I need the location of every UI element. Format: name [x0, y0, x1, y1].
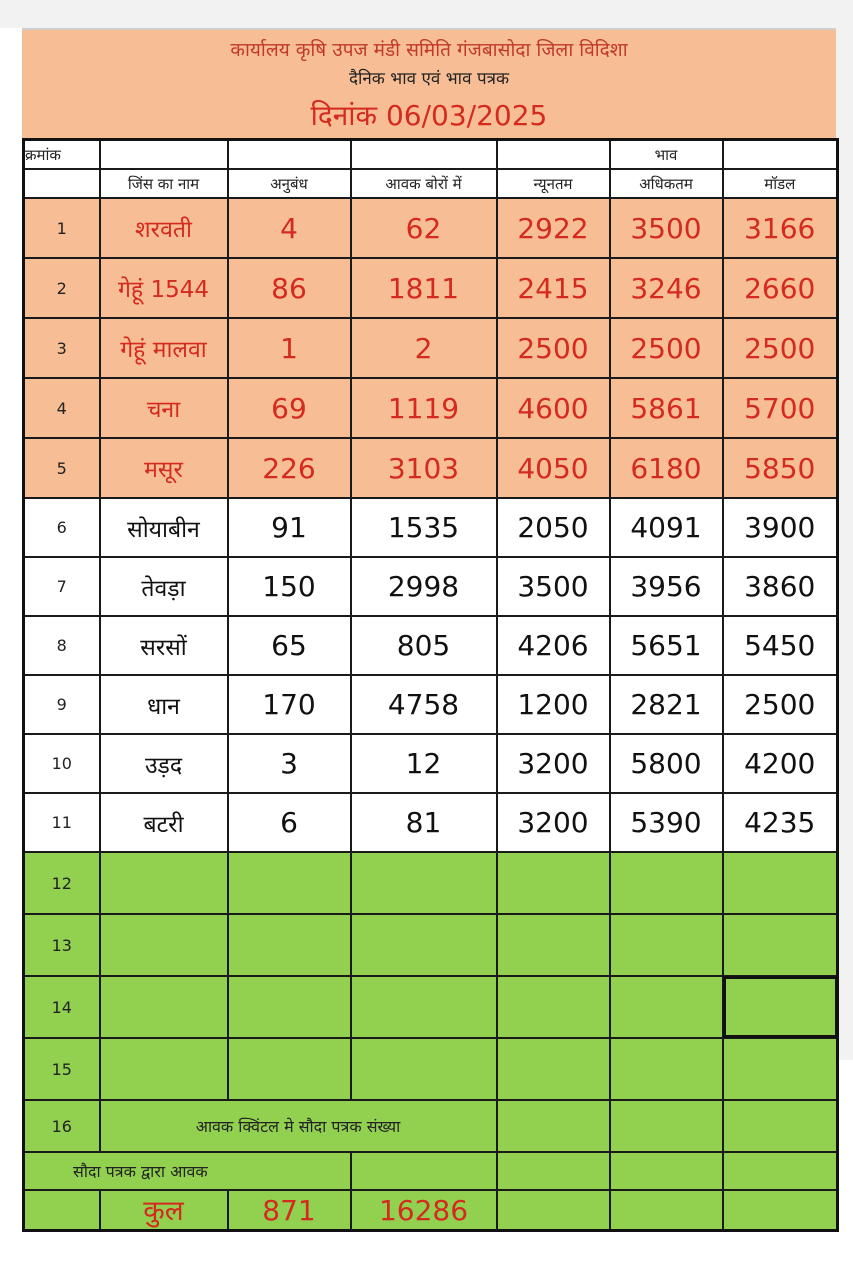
empty-cell [610, 1152, 723, 1190]
price-table [22, 138, 839, 1232]
arrival-cell: 1119 [351, 378, 497, 438]
min-price-cell: 4206 [497, 616, 610, 675]
contract-cell: 91 [228, 498, 351, 557]
serial-cell: 3 [24, 318, 100, 378]
price-sheet [22, 28, 836, 1232]
empty-row [24, 914, 838, 976]
max-price-cell: 3500 [610, 198, 723, 258]
table-row [24, 616, 838, 675]
empty-cell [351, 1038, 497, 1100]
modal-price-cell: 5700 [723, 378, 838, 438]
serial-cell: 1 [24, 198, 100, 258]
col-crop: जिंस का नाम [100, 169, 228, 198]
empty-cell [723, 1038, 838, 1100]
note-cell: आवक क्विंटल मे सौदा पत्रक संख्या [100, 1100, 497, 1152]
empty-row [24, 976, 838, 1038]
sheet-subtitle: दैनिक भाव एवं भाव पत्रक [348, 69, 510, 89]
crop-cell: सोयाबीन [100, 498, 228, 557]
empty-cell [723, 1100, 838, 1152]
total-label: कुल [100, 1190, 228, 1231]
arrival-cell: 62 [351, 198, 497, 258]
empty-cell [497, 976, 610, 1038]
col-price-group: भाव [610, 140, 723, 170]
modal-price-cell: 2660 [723, 258, 838, 318]
total-arrival: 16286 [351, 1190, 497, 1231]
empty-cell [497, 1152, 610, 1190]
table-row [24, 438, 838, 498]
contract-cell: 4 [228, 198, 351, 258]
serial-cell: 2 [24, 258, 100, 318]
arrival-cell: 2 [351, 318, 497, 378]
max-price-cell: 5651 [610, 616, 723, 675]
contract-cell: 86 [228, 258, 351, 318]
footer-label: सौदा पत्रक द्वारा आवक [24, 1152, 351, 1190]
empty-cell [100, 852, 228, 914]
empty-row [24, 852, 838, 914]
header-row-bottom [24, 169, 838, 198]
empty-cell [723, 852, 838, 914]
empty-cell [351, 976, 497, 1038]
serial-cell: 16 [24, 1100, 100, 1152]
min-price-cell: 4600 [497, 378, 610, 438]
empty-cell [100, 1038, 228, 1100]
empty-cell [723, 1152, 838, 1190]
contract-cell: 3 [228, 734, 351, 793]
min-price-cell: 2415 [497, 258, 610, 318]
header-row-top [24, 140, 838, 170]
max-price-cell: 5800 [610, 734, 723, 793]
min-price-cell: 1200 [497, 675, 610, 734]
table-row [24, 557, 838, 616]
empty-cell [100, 976, 228, 1038]
arrival-cell: 81 [351, 793, 497, 852]
max-price-cell: 5861 [610, 378, 723, 438]
empty-cell [610, 914, 723, 976]
arrival-cell: 3103 [351, 438, 497, 498]
empty-cell [610, 1038, 723, 1100]
modal-price-cell: 4235 [723, 793, 838, 852]
contract-cell: 170 [228, 675, 351, 734]
empty-cell [228, 914, 351, 976]
contract-cell: 226 [228, 438, 351, 498]
serial-cell: 5 [24, 438, 100, 498]
empty-cell [497, 1100, 610, 1152]
min-price-cell: 2922 [497, 198, 610, 258]
empty-cell [723, 976, 838, 1038]
empty-cell [497, 852, 610, 914]
serial-cell: 14 [24, 976, 100, 1038]
modal-price-cell: 3900 [723, 498, 838, 557]
table-row [24, 793, 838, 852]
top-band [0, 0, 853, 28]
min-price-cell: 4050 [497, 438, 610, 498]
col-contract: अनुबंध [228, 169, 351, 198]
empty-cell [610, 852, 723, 914]
table-row [24, 734, 838, 793]
table-row [24, 498, 838, 557]
crop-cell: मसूर [100, 438, 228, 498]
arrival-cell: 1811 [351, 258, 497, 318]
serial-cell: 9 [24, 675, 100, 734]
col-min: न्यूनतम [497, 169, 610, 198]
modal-price-cell: 2500 [723, 318, 838, 378]
empty-cell [228, 976, 351, 1038]
serial-cell: 12 [24, 852, 100, 914]
min-price-cell: 3200 [497, 793, 610, 852]
empty-cell [228, 1038, 351, 1100]
max-price-cell: 5390 [610, 793, 723, 852]
crop-cell: गेहूं 1544 [100, 258, 228, 318]
min-price-cell: 2050 [497, 498, 610, 557]
footer-label-row [24, 1152, 838, 1190]
max-price-cell: 3956 [610, 557, 723, 616]
empty-cell [24, 1190, 100, 1231]
contract-cell: 1 [228, 318, 351, 378]
col-arrival: आवक बोरों में [351, 169, 497, 198]
empty-cell [610, 1190, 723, 1231]
modal-price-cell: 4200 [723, 734, 838, 793]
arrival-cell: 805 [351, 616, 497, 675]
crop-cell: सरसों [100, 616, 228, 675]
serial-cell: 8 [24, 616, 100, 675]
arrival-cell: 12 [351, 734, 497, 793]
table-row [24, 258, 838, 318]
table-row [24, 675, 838, 734]
max-price-cell: 6180 [610, 438, 723, 498]
empty-cell [497, 914, 610, 976]
col-max: अधिकतम [610, 169, 723, 198]
contract-cell: 69 [228, 378, 351, 438]
serial-cell: 13 [24, 914, 100, 976]
empty-cell [497, 1190, 610, 1231]
empty-cell [610, 1100, 723, 1152]
max-price-cell: 3246 [610, 258, 723, 318]
max-price-cell: 2500 [610, 318, 723, 378]
col-serial: क्रमांक [24, 140, 100, 170]
col-modal: मॉडल [723, 169, 838, 198]
crop-cell: धान [100, 675, 228, 734]
crop-cell: तेवड़ा [100, 557, 228, 616]
arrival-cell: 1535 [351, 498, 497, 557]
empty-cell [723, 1190, 838, 1231]
modal-price-cell: 3860 [723, 557, 838, 616]
contract-cell: 150 [228, 557, 351, 616]
empty-row [24, 1038, 838, 1100]
office-title: कार्यालय कृषि उपज मंडी समिति गंजबासोदा जिला विदिशा [230, 39, 628, 61]
serial-cell: 4 [24, 378, 100, 438]
crop-cell: बटरी [100, 793, 228, 852]
crop-cell: चना [100, 378, 228, 438]
date-label: दिनांक 06/03/2025 [310, 99, 548, 132]
table-row [24, 378, 838, 438]
crop-cell: गेहूं मालवा [100, 318, 228, 378]
min-price-cell: 3500 [497, 557, 610, 616]
crop-cell: शरवती [100, 198, 228, 258]
empty-cell [228, 852, 351, 914]
serial-cell: 11 [24, 793, 100, 852]
empty-cell [351, 1152, 497, 1190]
arrival-cell: 2998 [351, 557, 497, 616]
sheet-header [22, 28, 836, 138]
total-contract: 871 [228, 1190, 351, 1231]
total-row [24, 1190, 838, 1231]
note-row [24, 1100, 838, 1152]
modal-price-cell: 5450 [723, 616, 838, 675]
contract-cell: 6 [228, 793, 351, 852]
serial-cell: 15 [24, 1038, 100, 1100]
modal-price-cell: 2500 [723, 675, 838, 734]
serial-cell: 7 [24, 557, 100, 616]
empty-cell [100, 914, 228, 976]
min-price-cell: 2500 [497, 318, 610, 378]
empty-cell [610, 976, 723, 1038]
serial-cell: 10 [24, 734, 100, 793]
empty-cell [351, 852, 497, 914]
empty-cell [723, 914, 838, 976]
modal-price-cell: 3166 [723, 198, 838, 258]
arrival-cell: 4758 [351, 675, 497, 734]
crop-cell: उड़द [100, 734, 228, 793]
contract-cell: 65 [228, 616, 351, 675]
max-price-cell: 2821 [610, 675, 723, 734]
empty-cell [351, 914, 497, 976]
table-row [24, 318, 838, 378]
max-price-cell: 4091 [610, 498, 723, 557]
serial-cell: 6 [24, 498, 100, 557]
empty-cell [497, 1038, 610, 1100]
modal-price-cell: 5850 [723, 438, 838, 498]
table-row [24, 198, 838, 258]
min-price-cell: 3200 [497, 734, 610, 793]
